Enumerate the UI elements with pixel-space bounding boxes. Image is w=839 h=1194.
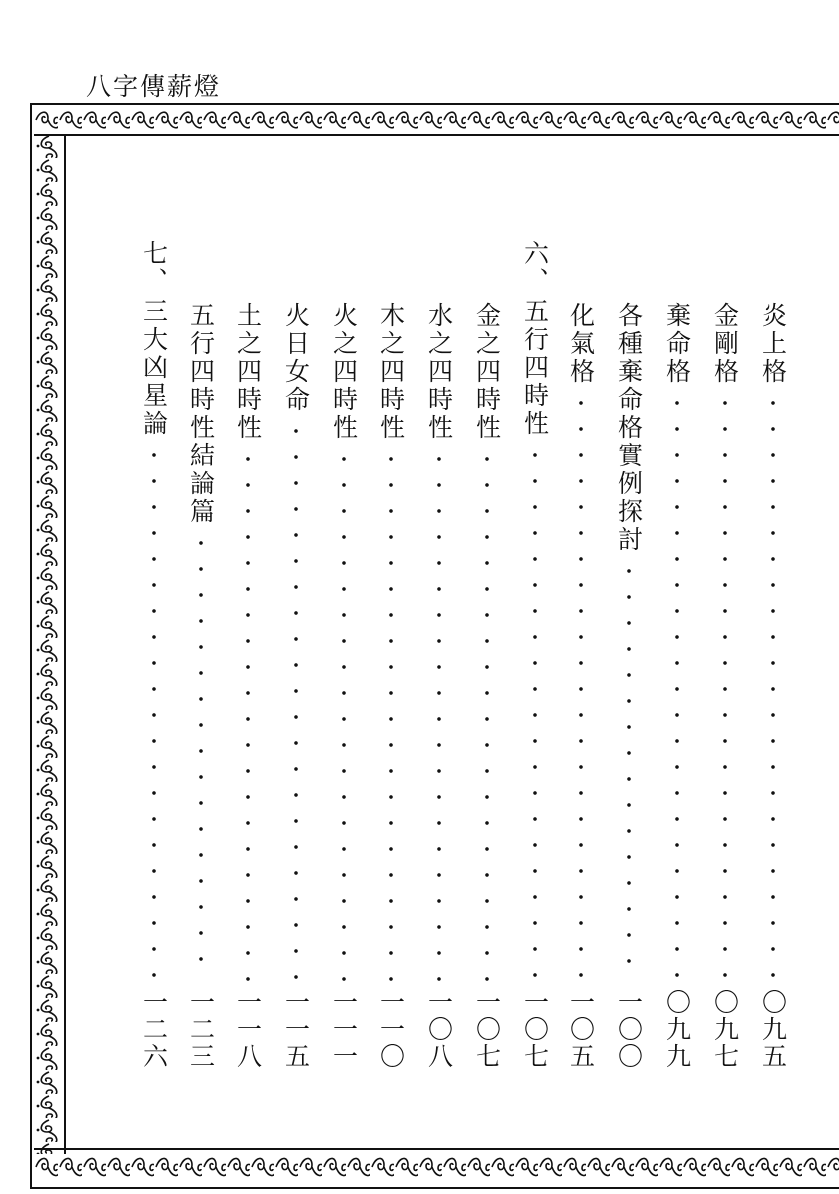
dot-leader <box>579 390 583 983</box>
toc-entry-page: 一〇七 <box>520 989 550 1070</box>
toc-entry[interactable] <box>563 240 599 1070</box>
toc-entry-page: 一二六 <box>139 989 169 1070</box>
dot-leader <box>675 390 679 983</box>
toc-entry[interactable] <box>230 240 266 1070</box>
dot-leader <box>723 390 727 983</box>
toc-entry-title: 水之四時性 <box>424 302 454 442</box>
toc-entry-page: 一二三 <box>186 989 216 1070</box>
section-number: 六、 <box>520 240 550 294</box>
dot-leader <box>294 418 298 983</box>
toc-entry-title: 金之四時性 <box>472 302 502 442</box>
toc-entry-title: 炎上格 <box>758 302 788 386</box>
toc-entry[interactable] <box>659 240 695 1070</box>
toc-entry[interactable] <box>469 240 505 1070</box>
toc-entry[interactable] <box>421 240 457 1070</box>
toc-entry[interactable] <box>517 240 553 1070</box>
section-number: 七、 <box>139 240 169 294</box>
toc-entry-title: 土之四時性 <box>233 302 263 442</box>
toc-entry-page: 一〇八 <box>424 989 454 1070</box>
ornamental-border-top <box>34 106 839 136</box>
toc-entry[interactable] <box>373 240 409 1070</box>
toc-entry[interactable] <box>326 240 362 1070</box>
toc-entry-title: 木之四時性 <box>376 302 406 442</box>
dot-leader <box>389 446 393 983</box>
toc-entry-title: 棄命格 <box>662 302 692 386</box>
toc-entry-title: 火日女命 <box>281 302 311 414</box>
toc-entry-page: 一〇五 <box>566 989 596 1070</box>
toc-entry-page: 〇九五 <box>758 989 788 1070</box>
dot-leader <box>485 446 489 983</box>
toc-entry-page: 一〇〇 <box>614 989 644 1070</box>
dot-leader <box>627 558 631 983</box>
toc-entry-title: 火之四時性 <box>329 302 359 442</box>
toc-entry[interactable] <box>611 240 647 1070</box>
toc-entry[interactable] <box>136 240 172 1070</box>
dot-leader <box>533 442 537 983</box>
toc-entry-title: 五行四時性結論篇 <box>186 302 216 526</box>
toc-entry-title: 五行四時性 <box>520 298 550 438</box>
toc-entry-page: 一一五 <box>281 989 311 1070</box>
dot-leader <box>342 446 346 983</box>
ornamental-border-left <box>34 134 66 1154</box>
toc-entry-page: 一一一 <box>329 989 359 1070</box>
dot-leader <box>771 390 775 983</box>
toc-entry[interactable] <box>278 240 314 1070</box>
toc-entry-page: 一一〇 <box>376 989 406 1070</box>
toc-entry-title: 金剛格 <box>710 302 740 386</box>
toc-entry-page: 〇九七 <box>710 989 740 1070</box>
toc-entry-title: 三大凶星論 <box>139 298 169 438</box>
dot-leader <box>199 530 203 983</box>
toc-entry[interactable] <box>183 240 219 1070</box>
ornamental-border-bottom <box>34 1148 839 1184</box>
running-head: 八字傳薪燈 <box>86 72 222 101</box>
toc-entry-page: 〇九九 <box>662 989 692 1070</box>
toc-entry-title: 各種棄命格實例探討 <box>614 302 644 554</box>
toc-entry[interactable] <box>755 240 791 1070</box>
toc-entry-page: 一一八 <box>233 989 263 1070</box>
toc-entry[interactable] <box>707 240 743 1070</box>
toc-entry-title: 化氣格 <box>566 302 596 386</box>
toc-entry-page: 一〇七 <box>472 989 502 1070</box>
dot-leader <box>437 446 441 983</box>
dot-leader <box>246 446 250 983</box>
dot-leader <box>152 442 156 983</box>
